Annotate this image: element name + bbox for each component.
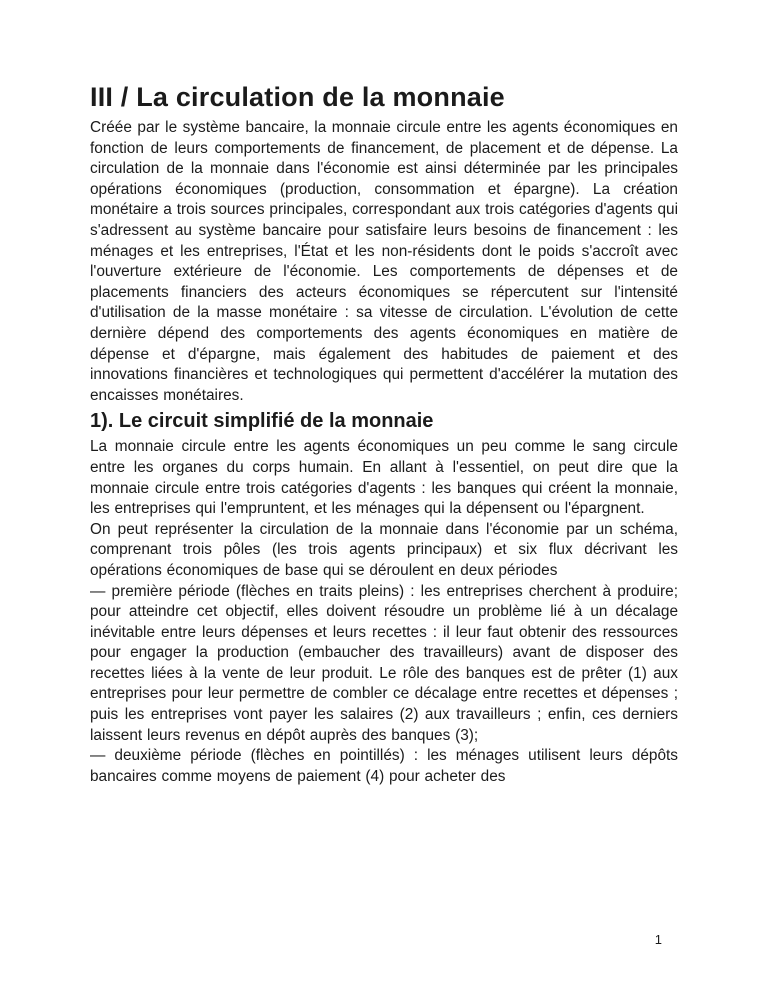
section-heading: 1). Le circuit simplifié de la monnaie	[90, 410, 434, 433]
intro-paragraph: Créée par le système bancaire, la monnaie circule entre les agents économiques en fonction de leurs comportements de financement, de placement et de dépense. La circulation de la monnaie dans l'économie est ainsi déterminée par les principales opérations économiques (production, consommation et épargne). La création monétaire a trois sources principales, correspondant aux trois catégories d'agents qui s'adressent au système bancaire pour satisfaire leurs besoins de financement : les ménages et les entreprises, l'État et les non-résidents dont le poids s'accroît avec l'ouverture extérieure de l'économie. Les comportements de dépenses et de placements financiers des acteurs économiques se répercutent sur l'intensité d'utilisation de la masse monétaire : sa vitesse de circulation. L'évolution de cette dernière dépend des comportements des agents économiques en matière de dépense et d'épargne, mais également des habitudes de paiement et des innovations financières et technologiques qui permettent d'accélérer la mutation des encaisses monétaires.	[90, 119, 678, 404]
section-paragraph-2: On peut représenter la circulation de la monnaie dans l'économie par un schéma, comprenant trois pôles (les trois agents principaux) et six flux décrivant les opérations économiques de base qui se déroulent en deux périodes	[90, 520, 678, 579]
section-paragraph-1: La monnaie circule entre les agents économiques un peu comme le sang circule entre les organes du corps humain. En allant à l'essentiel, on peut dire que la monnaie circule entre trois catégories d'agents : les banques qui créent la monnaie, les entreprises qui l'empruntent, et les ménages qui la dépensent ou l'épargnent.	[90, 438, 678, 518]
doc-title: III / La circulation de la monnaie	[90, 82, 505, 112]
section-paragraph-3: — première période (flèches en traits pleins) : les entreprises cherchent à produire; pour atteindre cet objectif, elles doivent résoudre un problème lié à un décalage inévitable entre leurs dépenses et leurs recettes : il leur faut obtenir des ressources pour engager la production (embaucher des travailleurs) avant de disposer des recettes liées à la vente de leur produit. Le rôle des banques est de prêter (1) aux entreprises pour leur permettre de combler ce décalage entre recettes et dépenses ; puis les entreprises vont payer les salaires (2) aux travailleurs ; enfin, ces derniers laissent leurs revenus en dépôt auprès des banques (3);	[90, 582, 678, 744]
page-number: 1	[654, 932, 662, 947]
section-paragraph-4: — deuxième période (flèches en pointillés) : les ménages utilisent leurs dépôts bancaires comme moyens de paiement (4) pour acheter des	[90, 747, 678, 785]
